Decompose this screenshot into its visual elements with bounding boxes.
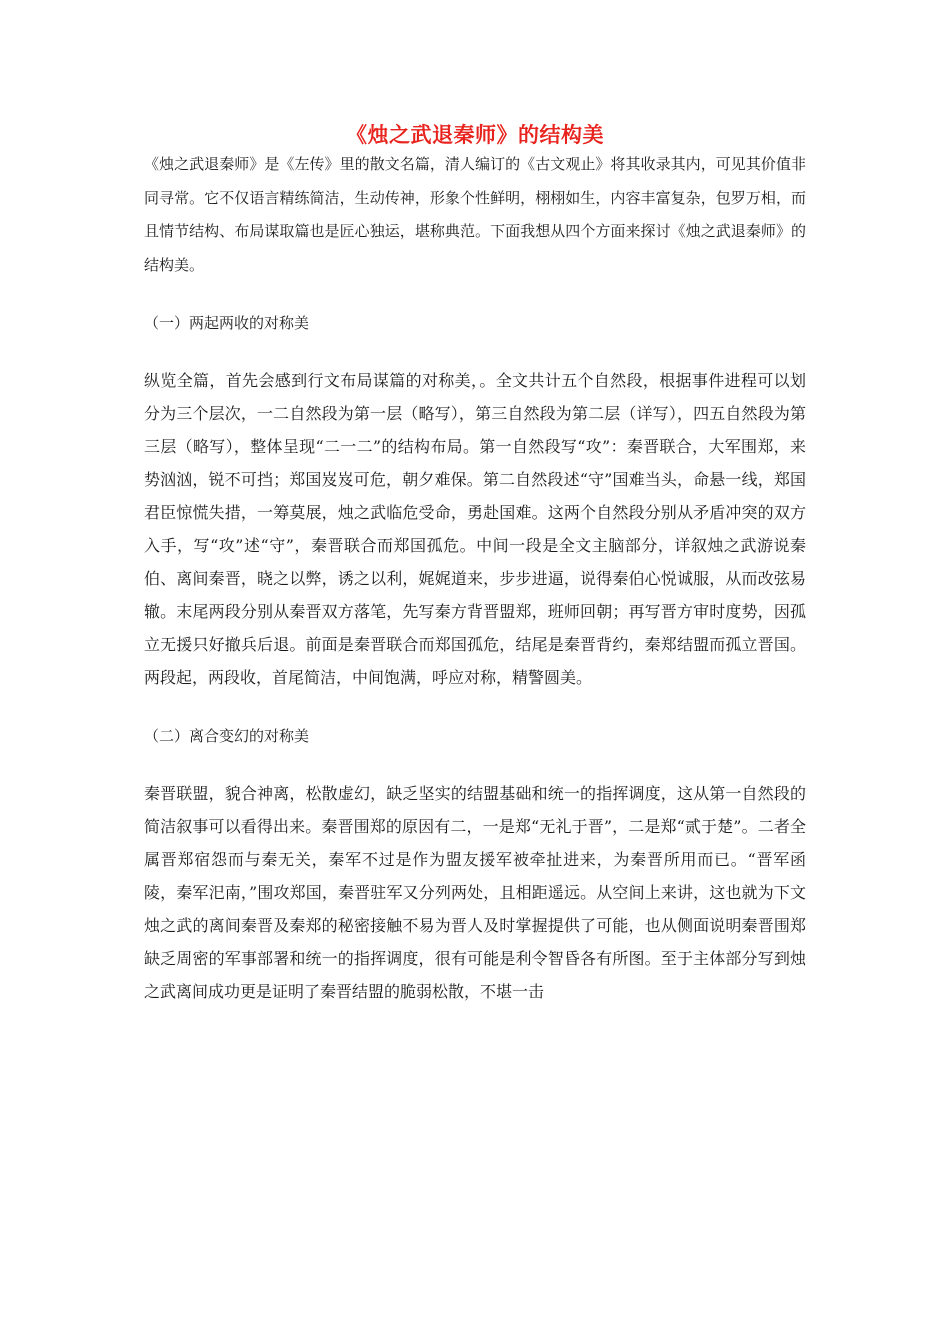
spacer — [144, 694, 806, 720]
document-title: 《烛之武退秦师》的结构美 — [346, 122, 604, 147]
intro-paragraph: 《烛之武退秦师》是《左传》里的散文名篇，清人编订的《古文观止》将其收录其内，可见其价值非同寻常。它不仅语言精练简洁，生动传神，形象个性鲜明，栩栩如生，内容丰富复杂，包罗万相，而且情节结构、布局谋取篇也是匠心独运，堪称典范。下面我想从四个方面来探讨《烛之武退秦师》的结构美。 — [144, 155, 806, 274]
spacer — [144, 282, 806, 307]
spacer — [144, 753, 806, 777]
spacer — [144, 340, 806, 364]
section-body-2: 秦晋联盟，貌合神离，松散虚幻，缺乏坚实的结盟基础和统一的指挥调度，这从第一自然段的简洁叙事可以看得出来。秦晋围郑的原因有二，一是郑“无礼于晋”，二是郑“贰于楚”。二者全属晋郑宿怨而与秦无关，秦军不过是作为盟友援军被牵扯进来，为秦晋所用而已。“晋军函陵，秦军汜南，”围攻郑国，秦晋驻军又分列两处，且相距遥远。从空间上来讲，这也就为下文烛之武的离间秦晋及秦郑的秘密接触不易为晋人及时掌握提供了可能，也从侧面说明秦晋围郑缺乏周密的军事部署和统一的指挥调度，很有可能是利令智昏各有所图。至于主体部分写到烛之武离间成功更是证明了秦晋结盟的脆弱松散，不堪一击 — [144, 784, 806, 1001]
document-content — [144, 148, 806, 1008]
section-heading-1: （一）两起两收的对称美 — [144, 314, 310, 332]
section-heading-2: （二）离合变幻的对称美 — [144, 727, 310, 745]
section-body-1: 纵览全篇，首先会感到行文布局谋篇的对称美，。全文共计五个自然段，根据事件进程可以划分为三个层次，一二自然段为第一层（略写），第三自然段为第二层（详写），四五自然段为第三层（略写），整体呈现“二一二”的结构布局。第一自然段写“攻”：秦晋联合，大军围郑，来势汹汹，锐不可挡；郑国岌岌可危，朝夕难保。第二自然段述“守”国难当头，命悬一线，郑国君臣惊慌失措，一筹莫展，烛之武临危受命，勇赴国难。这两个自然段分别从矛盾冲突的双方入手，写“攻”述“守”，秦晋联合而郑国孤危。中间一段是全文主脑部分，详叙烛之武游说秦伯、离间秦晋，晓之以弊，诱之以利，娓娓道来，步步进逼，说得秦伯心悦诚服，从而改弦易辙。末尾两段分别从秦晋双方落笔，先写秦方背晋盟郑，班师回朝；再写晋方审时度势，因孤立无援只好撤兵后退。前面是秦晋联合而郑国孤危，结尾是秦晋背约，秦郑结盟而孤立晋国。两段起，两段收，首尾简洁，中间饱满，呼应对称，精警圆美。 — [144, 371, 806, 687]
